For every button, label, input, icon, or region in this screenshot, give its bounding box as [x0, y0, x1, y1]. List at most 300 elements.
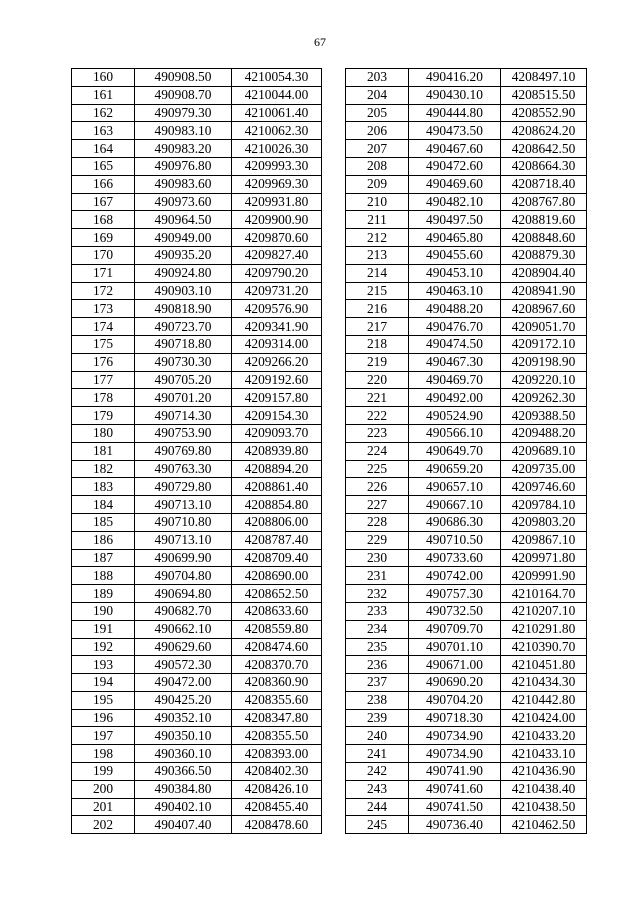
- table-row: [72, 745, 322, 763]
- y-coordinate-cell: 4208652.50: [232, 585, 322, 603]
- y-coordinate-cell: 4208894.20: [232, 460, 322, 478]
- y-coordinate-cell: 4209172.10: [501, 335, 587, 353]
- x-coordinate-cell: 490682.70: [135, 602, 232, 620]
- table-row: [346, 389, 587, 407]
- table-row: [72, 193, 322, 211]
- x-coordinate-cell: 490924.80: [135, 264, 232, 282]
- x-coordinate-cell: 490704.20: [409, 691, 501, 709]
- y-coordinate-cell: 4209157.80: [232, 389, 322, 407]
- y-coordinate-cell: 4210438.40: [501, 780, 587, 798]
- point-number-cell: 186: [72, 531, 135, 549]
- table-row: [346, 318, 587, 336]
- point-number-cell: 206: [346, 122, 409, 140]
- point-number-cell: 221: [346, 389, 409, 407]
- point-number-cell: 203: [346, 69, 409, 87]
- table-row: [72, 246, 322, 264]
- table-row: [346, 229, 587, 247]
- y-coordinate-cell: 4209192.60: [232, 371, 322, 389]
- x-coordinate-cell: 490718.80: [135, 335, 232, 353]
- y-coordinate-cell: 4209388.50: [501, 407, 587, 425]
- x-coordinate-cell: 490488.20: [409, 300, 501, 318]
- point-number-cell: 193: [72, 656, 135, 674]
- table-row: [346, 264, 587, 282]
- y-coordinate-cell: 4209051.70: [501, 318, 587, 336]
- y-coordinate-cell: 4208787.40: [232, 531, 322, 549]
- point-number-cell: 233: [346, 602, 409, 620]
- point-number-cell: 163: [72, 122, 135, 140]
- table-row: [72, 531, 322, 549]
- table-row: [346, 300, 587, 318]
- y-coordinate-cell: 4208559.80: [232, 620, 322, 638]
- point-number-cell: 175: [72, 335, 135, 353]
- x-coordinate-cell: 490465.80: [409, 229, 501, 247]
- table-row: [346, 709, 587, 727]
- y-coordinate-cell: 4208718.40: [501, 175, 587, 193]
- x-coordinate-cell: 490467.30: [409, 353, 501, 371]
- y-coordinate-cell: 4208848.60: [501, 229, 587, 247]
- y-coordinate-cell: 4210451.80: [501, 656, 587, 674]
- x-coordinate-cell: 490366.50: [135, 763, 232, 781]
- y-coordinate-cell: 4208455.40: [232, 798, 322, 816]
- x-coordinate-cell: 490908.70: [135, 86, 232, 104]
- point-number-cell: 161: [72, 86, 135, 104]
- y-coordinate-cell: 4208633.60: [232, 602, 322, 620]
- table-row: [346, 745, 587, 763]
- table-row: [72, 602, 322, 620]
- y-coordinate-cell: 4208939.80: [232, 442, 322, 460]
- x-coordinate-cell: 490671.00: [409, 656, 501, 674]
- y-coordinate-cell: 4209969.30: [232, 175, 322, 193]
- y-coordinate-cell: 4208664.30: [501, 157, 587, 175]
- point-number-cell: 179: [72, 407, 135, 425]
- y-coordinate-cell: 4208854.80: [232, 496, 322, 514]
- x-coordinate-cell: 490472.00: [135, 674, 232, 692]
- point-number-cell: 165: [72, 157, 135, 175]
- point-number-cell: 181: [72, 442, 135, 460]
- x-coordinate-cell: 490482.10: [409, 193, 501, 211]
- point-number-cell: 190: [72, 602, 135, 620]
- x-coordinate-cell: 490453.10: [409, 264, 501, 282]
- point-number-cell: 167: [72, 193, 135, 211]
- table-row: [346, 674, 587, 692]
- y-coordinate-cell: 4209784.10: [501, 496, 587, 514]
- point-number-cell: 166: [72, 175, 135, 193]
- x-coordinate-cell: 490572.30: [135, 656, 232, 674]
- y-coordinate-cell: 4209971.80: [501, 549, 587, 567]
- table-row: [346, 727, 587, 745]
- x-coordinate-cell: 490742.00: [409, 567, 501, 585]
- y-coordinate-cell: 4209746.60: [501, 478, 587, 496]
- y-coordinate-cell: 4210433.10: [501, 745, 587, 763]
- table-row: [346, 104, 587, 122]
- y-coordinate-cell: 4208393.00: [232, 745, 322, 763]
- point-number-cell: 211: [346, 211, 409, 229]
- table-row: [346, 816, 587, 834]
- x-coordinate-cell: 490753.90: [135, 424, 232, 442]
- y-coordinate-cell: 4209993.30: [232, 157, 322, 175]
- point-number-cell: 195: [72, 691, 135, 709]
- y-coordinate-cell: 4209266.20: [232, 353, 322, 371]
- table-row: [72, 122, 322, 140]
- y-coordinate-cell: 4210164.70: [501, 585, 587, 603]
- point-number-cell: 245: [346, 816, 409, 834]
- y-coordinate-cell: 4210062.30: [232, 122, 322, 140]
- point-number-cell: 183: [72, 478, 135, 496]
- point-number-cell: 172: [72, 282, 135, 300]
- x-coordinate-cell: 490935.20: [135, 246, 232, 264]
- table-row: [72, 496, 322, 514]
- table-row: [72, 585, 322, 603]
- point-number-cell: 176: [72, 353, 135, 371]
- x-coordinate-cell: 490430.10: [409, 86, 501, 104]
- x-coordinate-cell: 490360.10: [135, 745, 232, 763]
- point-number-cell: 202: [72, 816, 135, 834]
- point-number-cell: 215: [346, 282, 409, 300]
- y-coordinate-cell: 4209931.80: [232, 193, 322, 211]
- x-coordinate-cell: 490949.00: [135, 229, 232, 247]
- x-coordinate-cell: 490734.90: [409, 727, 501, 745]
- table-row: [72, 620, 322, 638]
- table-row: [72, 157, 322, 175]
- table-row: [72, 816, 322, 834]
- y-coordinate-cell: 4210390.70: [501, 638, 587, 656]
- table-row: [72, 335, 322, 353]
- table-row: [72, 798, 322, 816]
- point-number-cell: 162: [72, 104, 135, 122]
- table-row: [72, 656, 322, 674]
- y-coordinate-cell: 4208552.90: [501, 104, 587, 122]
- table-row: [346, 567, 587, 585]
- table-row: [346, 656, 587, 674]
- x-coordinate-cell: 490741.60: [409, 780, 501, 798]
- x-coordinate-cell: 490710.80: [135, 513, 232, 531]
- x-coordinate-cell: 490701.20: [135, 389, 232, 407]
- x-coordinate-cell: 490733.60: [409, 549, 501, 567]
- table-row: [346, 140, 587, 158]
- table-row: [72, 567, 322, 585]
- y-coordinate-cell: 4209262.30: [501, 389, 587, 407]
- x-coordinate-cell: 490649.70: [409, 442, 501, 460]
- point-number-cell: 210: [346, 193, 409, 211]
- point-number-cell: 243: [346, 780, 409, 798]
- x-coordinate-cell: 490741.90: [409, 763, 501, 781]
- y-coordinate-cell: 4208861.40: [232, 478, 322, 496]
- point-number-cell: 222: [346, 407, 409, 425]
- x-coordinate-cell: 490352.10: [135, 709, 232, 727]
- y-coordinate-cell: 4210434.30: [501, 674, 587, 692]
- x-coordinate-cell: 490474.50: [409, 335, 501, 353]
- point-number-cell: 230: [346, 549, 409, 567]
- table-row: [346, 86, 587, 104]
- y-coordinate-cell: 4208624.20: [501, 122, 587, 140]
- coordinates-table-left: [71, 68, 322, 834]
- table-row: [72, 460, 322, 478]
- y-coordinate-cell: 4209803.20: [501, 513, 587, 531]
- table-row: [72, 424, 322, 442]
- table-row: [346, 353, 587, 371]
- x-coordinate-cell: 490734.90: [409, 745, 501, 763]
- point-number-cell: 188: [72, 567, 135, 585]
- y-coordinate-cell: 4208515.50: [501, 86, 587, 104]
- y-coordinate-cell: 4209341.90: [232, 318, 322, 336]
- table-row: [346, 157, 587, 175]
- point-number-cell: 218: [346, 335, 409, 353]
- table-row: [346, 620, 587, 638]
- point-number-cell: 207: [346, 140, 409, 158]
- table-row: [72, 353, 322, 371]
- table-row: [346, 638, 587, 656]
- x-coordinate-cell: 490694.80: [135, 585, 232, 603]
- y-coordinate-cell: 4210433.20: [501, 727, 587, 745]
- point-number-cell: 174: [72, 318, 135, 336]
- table-row: [72, 264, 322, 282]
- x-coordinate-cell: 490730.30: [135, 353, 232, 371]
- x-coordinate-cell: 490736.40: [409, 816, 501, 834]
- x-coordinate-cell: 490723.70: [135, 318, 232, 336]
- x-coordinate-cell: 490729.80: [135, 478, 232, 496]
- point-number-cell: 197: [72, 727, 135, 745]
- y-coordinate-cell: 4209900.90: [232, 211, 322, 229]
- y-coordinate-cell: 4210207.10: [501, 602, 587, 620]
- point-number-cell: 212: [346, 229, 409, 247]
- table-row: [72, 727, 322, 745]
- x-coordinate-cell: 490690.20: [409, 674, 501, 692]
- x-coordinate-cell: 490455.60: [409, 246, 501, 264]
- point-number-cell: 164: [72, 140, 135, 158]
- x-coordinate-cell: 490472.60: [409, 157, 501, 175]
- table-row: [346, 282, 587, 300]
- y-coordinate-cell: 4209827.40: [232, 246, 322, 264]
- table-row: [346, 602, 587, 620]
- point-number-cell: 191: [72, 620, 135, 638]
- x-coordinate-cell: 490467.60: [409, 140, 501, 158]
- point-number-cell: 238: [346, 691, 409, 709]
- table-row: [72, 513, 322, 531]
- table-row: [72, 371, 322, 389]
- x-coordinate-cell: 490425.20: [135, 691, 232, 709]
- y-coordinate-cell: 4208967.60: [501, 300, 587, 318]
- table-row: [72, 104, 322, 122]
- x-coordinate-cell: 490710.50: [409, 531, 501, 549]
- y-coordinate-cell: 4208904.40: [501, 264, 587, 282]
- table-row: [72, 549, 322, 567]
- x-coordinate-cell: 490416.20: [409, 69, 501, 87]
- point-number-cell: 213: [346, 246, 409, 264]
- y-coordinate-cell: 4208941.90: [501, 282, 587, 300]
- page-number: 67: [314, 35, 326, 49]
- point-number-cell: 199: [72, 763, 135, 781]
- y-coordinate-cell: 4210054.30: [232, 69, 322, 87]
- point-number-cell: 241: [346, 745, 409, 763]
- x-coordinate-cell: 490686.30: [409, 513, 501, 531]
- y-coordinate-cell: 4209198.90: [501, 353, 587, 371]
- point-number-cell: 173: [72, 300, 135, 318]
- point-number-cell: 225: [346, 460, 409, 478]
- x-coordinate-cell: 490524.90: [409, 407, 501, 425]
- y-coordinate-cell: 4208767.80: [501, 193, 587, 211]
- y-coordinate-cell: 4208402.30: [232, 763, 322, 781]
- point-number-cell: 204: [346, 86, 409, 104]
- table-row: [72, 780, 322, 798]
- x-coordinate-cell: 490983.10: [135, 122, 232, 140]
- x-coordinate-cell: 490350.10: [135, 727, 232, 745]
- table-row: [72, 86, 322, 104]
- point-number-cell: 234: [346, 620, 409, 638]
- point-number-cell: 227: [346, 496, 409, 514]
- table-row: [346, 780, 587, 798]
- x-coordinate-cell: 490407.40: [135, 816, 232, 834]
- table-row: [346, 531, 587, 549]
- y-coordinate-cell: 4209735.00: [501, 460, 587, 478]
- x-coordinate-cell: 490976.80: [135, 157, 232, 175]
- table-row: [346, 460, 587, 478]
- point-number-cell: 185: [72, 513, 135, 531]
- x-coordinate-cell: 490903.10: [135, 282, 232, 300]
- table-row: [346, 246, 587, 264]
- point-number-cell: 226: [346, 478, 409, 496]
- table-row: [72, 709, 322, 727]
- table-row: [72, 389, 322, 407]
- point-number-cell: 237: [346, 674, 409, 692]
- y-coordinate-cell: 4210442.80: [501, 691, 587, 709]
- y-coordinate-cell: 4209220.10: [501, 371, 587, 389]
- y-coordinate-cell: 4210044.00: [232, 86, 322, 104]
- y-coordinate-cell: 4209870.60: [232, 229, 322, 247]
- table-row: [72, 478, 322, 496]
- x-coordinate-cell: 490704.80: [135, 567, 232, 585]
- point-number-cell: 184: [72, 496, 135, 514]
- point-number-cell: 208: [346, 157, 409, 175]
- point-number-cell: 216: [346, 300, 409, 318]
- point-number-cell: 169: [72, 229, 135, 247]
- x-coordinate-cell: 490497.50: [409, 211, 501, 229]
- x-coordinate-cell: 490469.60: [409, 175, 501, 193]
- table-row: [72, 300, 322, 318]
- table-row: [346, 424, 587, 442]
- y-coordinate-cell: 4208426.10: [232, 780, 322, 798]
- x-coordinate-cell: 490713.10: [135, 531, 232, 549]
- point-number-cell: 198: [72, 745, 135, 763]
- table-row: [346, 211, 587, 229]
- y-coordinate-cell: 4210462.50: [501, 816, 587, 834]
- y-coordinate-cell: 4208347.80: [232, 709, 322, 727]
- point-number-cell: 224: [346, 442, 409, 460]
- y-coordinate-cell: 4208497.10: [501, 69, 587, 87]
- table-row: [72, 674, 322, 692]
- point-number-cell: 200: [72, 780, 135, 798]
- table-row: [346, 69, 587, 87]
- y-coordinate-cell: 4208355.50: [232, 727, 322, 745]
- point-number-cell: 180: [72, 424, 135, 442]
- x-coordinate-cell: 490714.30: [135, 407, 232, 425]
- point-number-cell: 178: [72, 389, 135, 407]
- table-row: [346, 496, 587, 514]
- point-number-cell: 232: [346, 585, 409, 603]
- point-number-cell: 201: [72, 798, 135, 816]
- y-coordinate-cell: 4209154.30: [232, 407, 322, 425]
- table-row: [72, 763, 322, 781]
- y-coordinate-cell: 4208642.50: [501, 140, 587, 158]
- x-coordinate-cell: 490701.10: [409, 638, 501, 656]
- x-coordinate-cell: 490667.10: [409, 496, 501, 514]
- x-coordinate-cell: 490763.30: [135, 460, 232, 478]
- table-row: [346, 549, 587, 567]
- y-coordinate-cell: 4208819.60: [501, 211, 587, 229]
- y-coordinate-cell: 4208478.60: [232, 816, 322, 834]
- table-row: [72, 638, 322, 656]
- point-number-cell: 244: [346, 798, 409, 816]
- table-row: [346, 798, 587, 816]
- x-coordinate-cell: 490709.70: [409, 620, 501, 638]
- x-coordinate-cell: 490402.10: [135, 798, 232, 816]
- table-row: [346, 407, 587, 425]
- point-number-cell: 235: [346, 638, 409, 656]
- point-number-cell: 220: [346, 371, 409, 389]
- x-coordinate-cell: 490973.60: [135, 193, 232, 211]
- table-row: [346, 335, 587, 353]
- table-row: [72, 282, 322, 300]
- point-number-cell: 239: [346, 709, 409, 727]
- y-coordinate-cell: 4209991.90: [501, 567, 587, 585]
- y-coordinate-cell: 4209488.20: [501, 424, 587, 442]
- point-number-cell: 182: [72, 460, 135, 478]
- x-coordinate-cell: 490732.50: [409, 602, 501, 620]
- x-coordinate-cell: 490463.10: [409, 282, 501, 300]
- x-coordinate-cell: 490657.10: [409, 478, 501, 496]
- point-number-cell: 160: [72, 69, 135, 87]
- x-coordinate-cell: 490983.20: [135, 140, 232, 158]
- point-number-cell: 170: [72, 246, 135, 264]
- y-coordinate-cell: 4208806.00: [232, 513, 322, 531]
- y-coordinate-cell: 4210438.50: [501, 798, 587, 816]
- point-number-cell: 205: [346, 104, 409, 122]
- table-row: [72, 211, 322, 229]
- point-number-cell: 168: [72, 211, 135, 229]
- point-number-cell: 177: [72, 371, 135, 389]
- table-row: [72, 229, 322, 247]
- point-number-cell: 231: [346, 567, 409, 585]
- table-row: [346, 193, 587, 211]
- y-coordinate-cell: 4209867.10: [501, 531, 587, 549]
- point-number-cell: 229: [346, 531, 409, 549]
- x-coordinate-cell: 490964.50: [135, 211, 232, 229]
- x-coordinate-cell: 490979.30: [135, 104, 232, 122]
- x-coordinate-cell: 490718.30: [409, 709, 501, 727]
- table-row: [346, 371, 587, 389]
- point-number-cell: 192: [72, 638, 135, 656]
- point-number-cell: 196: [72, 709, 135, 727]
- x-coordinate-cell: 490983.60: [135, 175, 232, 193]
- x-coordinate-cell: 490384.80: [135, 780, 232, 798]
- table-row: [346, 763, 587, 781]
- table-row: [72, 140, 322, 158]
- table-row: [346, 478, 587, 496]
- x-coordinate-cell: 490659.20: [409, 460, 501, 478]
- x-coordinate-cell: 490818.90: [135, 300, 232, 318]
- table-row: [72, 691, 322, 709]
- point-number-cell: 242: [346, 763, 409, 781]
- x-coordinate-cell: 490469.70: [409, 371, 501, 389]
- point-number-cell: 187: [72, 549, 135, 567]
- x-coordinate-cell: 490566.10: [409, 424, 501, 442]
- coordinates-table-right: [345, 68, 587, 834]
- x-coordinate-cell: 490662.10: [135, 620, 232, 638]
- y-coordinate-cell: 4208474.60: [232, 638, 322, 656]
- y-coordinate-cell: 4209093.70: [232, 424, 322, 442]
- x-coordinate-cell: 490473.50: [409, 122, 501, 140]
- y-coordinate-cell: 4209576.90: [232, 300, 322, 318]
- point-number-cell: 240: [346, 727, 409, 745]
